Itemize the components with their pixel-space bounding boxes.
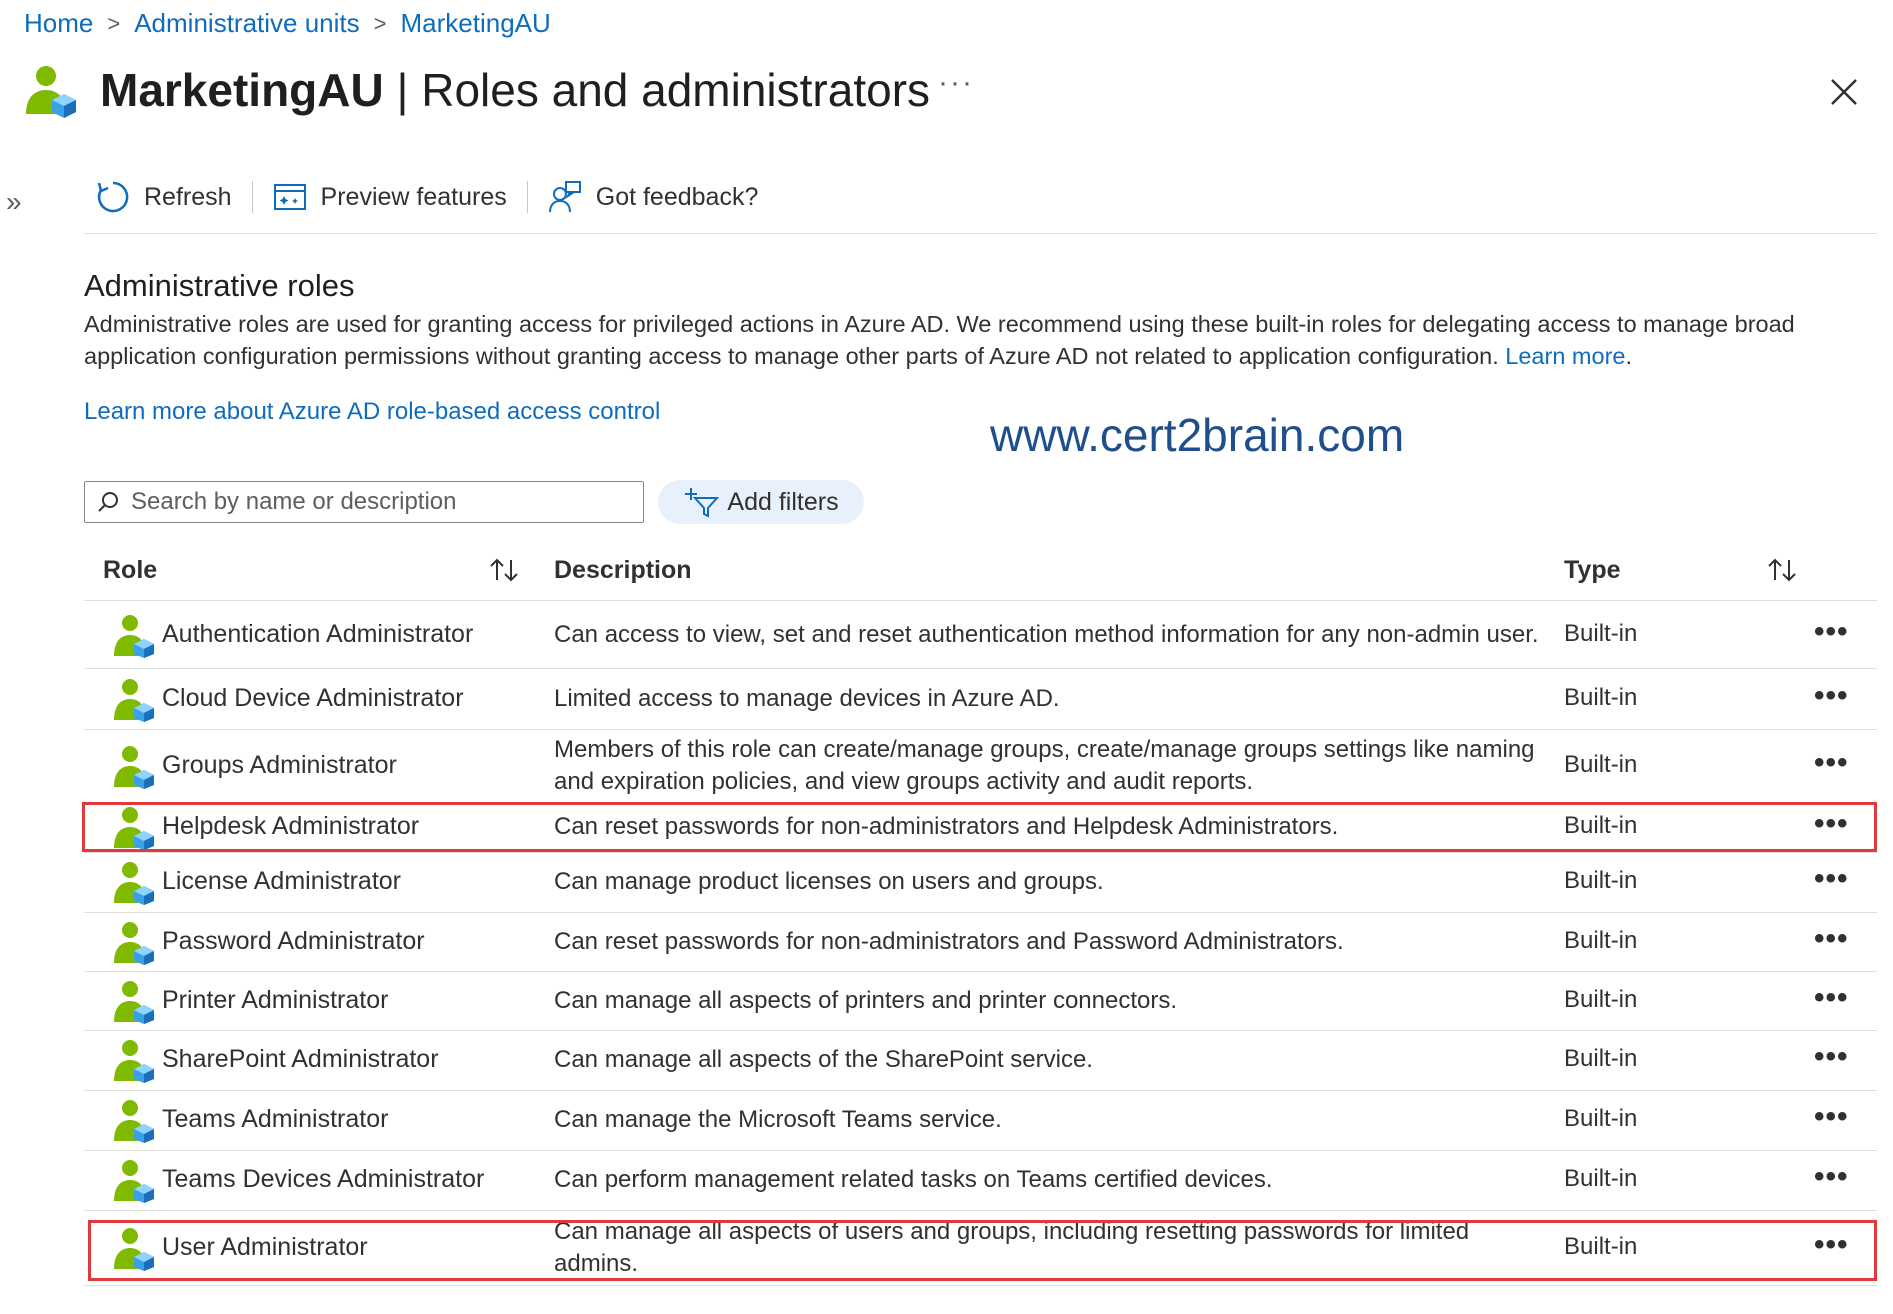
expand-sidebar-icon[interactable]: » xyxy=(6,186,22,217)
search-box[interactable] xyxy=(84,481,644,523)
row-more-button[interactable]: ••• xyxy=(1814,807,1849,840)
table-row[interactable] xyxy=(84,1030,1877,1091)
column-header-type[interactable]: Type xyxy=(1564,556,1621,584)
table-row[interactable] xyxy=(84,802,1877,853)
role-description: Can reset passwords for non-administrators and Helpdesk Administrators. xyxy=(554,813,1339,840)
role-type: Built-in xyxy=(1564,750,1638,778)
learn-more-link[interactable]: Learn more xyxy=(1505,343,1626,369)
page-title: MarketingAU | Roles and administrators xyxy=(100,64,931,116)
admin-unit-icon xyxy=(22,62,78,118)
page-header xyxy=(22,62,930,118)
add-filters-button[interactable] xyxy=(658,480,864,524)
role-icon xyxy=(110,804,156,855)
table-row[interactable] xyxy=(84,971,1877,1031)
role-name[interactable]: Teams Devices Administrator xyxy=(162,1165,485,1193)
refresh-label: Refresh xyxy=(144,182,232,211)
role-description: Limited access to manage devices in Azure AD. xyxy=(554,684,1060,712)
role-name[interactable]: SharePoint Administrator xyxy=(162,1045,439,1073)
role-icon xyxy=(110,612,156,663)
role-name[interactable]: Teams Administrator xyxy=(162,1105,389,1133)
column-header-description: Description xyxy=(554,556,692,584)
role-type: Built-in xyxy=(1564,812,1638,839)
table-row[interactable] xyxy=(84,1150,1877,1211)
role-type: Built-in xyxy=(1564,867,1638,894)
breadcrumb-home[interactable]: Home xyxy=(24,8,94,38)
row-more-button[interactable]: ••• xyxy=(1814,1040,1849,1073)
role-name[interactable]: Password Administrator xyxy=(162,926,425,955)
role-type: Built-in xyxy=(1564,620,1638,647)
refresh-button[interactable] xyxy=(96,180,252,214)
row-more-button[interactable]: ••• xyxy=(1814,862,1849,895)
search-icon xyxy=(97,491,119,513)
table-header-divider xyxy=(84,600,1877,601)
role-type: Built-in xyxy=(1564,985,1638,1013)
toolbar xyxy=(96,180,778,214)
role-description: Can manage product licenses on users and groups. xyxy=(554,868,1104,895)
role-description: Can reset passwords for non-administrators and Password Administrators. xyxy=(554,927,1344,955)
watermark: www.cert2brain.com xyxy=(990,409,1405,461)
add-filters-label: Add filters xyxy=(727,487,839,516)
role-description: Can manage the Microsoft Teams service. xyxy=(554,1106,1002,1133)
role-description: Members of this role can create/manage groups, create/manage groups settings like naming and expiration policies, and view groups activity and audit reports. xyxy=(554,735,1535,795)
role-icon xyxy=(110,1037,156,1088)
role-description: Can access to view, set and reset authentication method information for any non-admin user. xyxy=(554,621,1539,648)
row-more-button[interactable]: ••• xyxy=(1814,745,1849,779)
role-icon xyxy=(110,1097,156,1148)
chevron-right-icon: > xyxy=(107,10,121,36)
role-icon xyxy=(110,1157,156,1208)
role-icon xyxy=(110,919,156,970)
more-options-button[interactable]: ··· xyxy=(938,66,974,99)
sort-icon[interactable] xyxy=(488,556,520,584)
preview-features-button[interactable] xyxy=(253,182,527,212)
chevron-right-icon: > xyxy=(373,10,387,36)
section-title: Administrative roles xyxy=(84,268,355,303)
role-type: Built-in xyxy=(1564,926,1638,954)
role-name[interactable]: Cloud Device Administrator xyxy=(162,683,464,712)
role-icon xyxy=(110,743,156,794)
row-more-button[interactable]: ••• xyxy=(1814,1227,1849,1261)
rbac-learn-more-link[interactable]: Learn more about Azure AD role-based access control xyxy=(84,398,661,425)
role-icon xyxy=(110,859,156,910)
role-name[interactable]: User Administrator xyxy=(162,1232,368,1261)
breadcrumb xyxy=(24,8,551,39)
role-name[interactable]: Groups Administrator xyxy=(162,750,397,779)
preview-features-label: Preview features xyxy=(320,182,507,211)
role-name[interactable]: Helpdesk Administrator xyxy=(162,812,420,840)
role-type: Built-in xyxy=(1564,1232,1638,1260)
role-description: Can manage all aspects of the SharePoint service. xyxy=(554,1046,1093,1073)
section-description: Administrative roles are used for granting access for privileged actions in Azure AD. We recommend using these built-in roles for delegating access to manage broad application configuration permissions without granting access to manage other parts of Azure AD not related to application configuration. Learn more. xyxy=(84,311,1795,369)
role-type: Built-in xyxy=(1564,1105,1638,1132)
column-header-role[interactable]: Role xyxy=(103,556,158,584)
breadcrumb-administrative-units[interactable]: Administrative units xyxy=(134,8,360,38)
preview-features-icon xyxy=(273,182,307,212)
toolbar-divider-line xyxy=(84,233,1877,234)
role-type: Built-in xyxy=(1564,683,1638,711)
add-filter-icon xyxy=(683,486,719,518)
role-name[interactable]: Printer Administrator xyxy=(162,985,389,1014)
role-description: Can manage all aspects of users and groups, including resetting passwords for limited admins. xyxy=(554,1217,1470,1277)
table-row[interactable] xyxy=(84,668,1877,730)
feedback-icon xyxy=(548,180,582,214)
table-row[interactable] xyxy=(84,729,1877,803)
close-icon[interactable] xyxy=(1826,74,1862,110)
table-row[interactable] xyxy=(84,1210,1877,1286)
row-more-button[interactable]: ••• xyxy=(1814,1160,1849,1193)
row-more-button[interactable]: ••• xyxy=(1814,615,1849,648)
role-icon xyxy=(110,978,156,1029)
table-row[interactable] xyxy=(84,1090,1877,1151)
search-input[interactable] xyxy=(129,487,633,517)
breadcrumb-current[interactable]: MarketingAU xyxy=(400,8,551,38)
role-description: Can manage all aspects of printers and printer connectors. xyxy=(554,986,1178,1014)
row-more-button[interactable]: ••• xyxy=(1814,980,1849,1014)
role-icon xyxy=(110,1225,156,1276)
table-row[interactable] xyxy=(84,602,1877,669)
refresh-icon xyxy=(96,180,130,214)
row-more-button[interactable]: ••• xyxy=(1814,1100,1849,1133)
feedback-label: Got feedback? xyxy=(595,182,759,211)
row-more-button[interactable]: ••• xyxy=(1814,678,1849,712)
role-icon xyxy=(110,676,156,727)
feedback-button[interactable] xyxy=(528,180,779,214)
role-name[interactable]: Authentication Administrator xyxy=(162,620,474,648)
row-more-button[interactable]: ••• xyxy=(1814,921,1849,955)
table-row[interactable] xyxy=(84,912,1877,972)
role-description: Can perform management related tasks on Teams certified devices. xyxy=(554,1166,1273,1193)
sort-icon[interactable] xyxy=(1766,556,1798,584)
role-name[interactable]: License Administrator xyxy=(162,867,402,895)
role-type: Built-in xyxy=(1564,1045,1638,1072)
table-row[interactable] xyxy=(84,852,1877,913)
role-type: Built-in xyxy=(1564,1165,1638,1192)
